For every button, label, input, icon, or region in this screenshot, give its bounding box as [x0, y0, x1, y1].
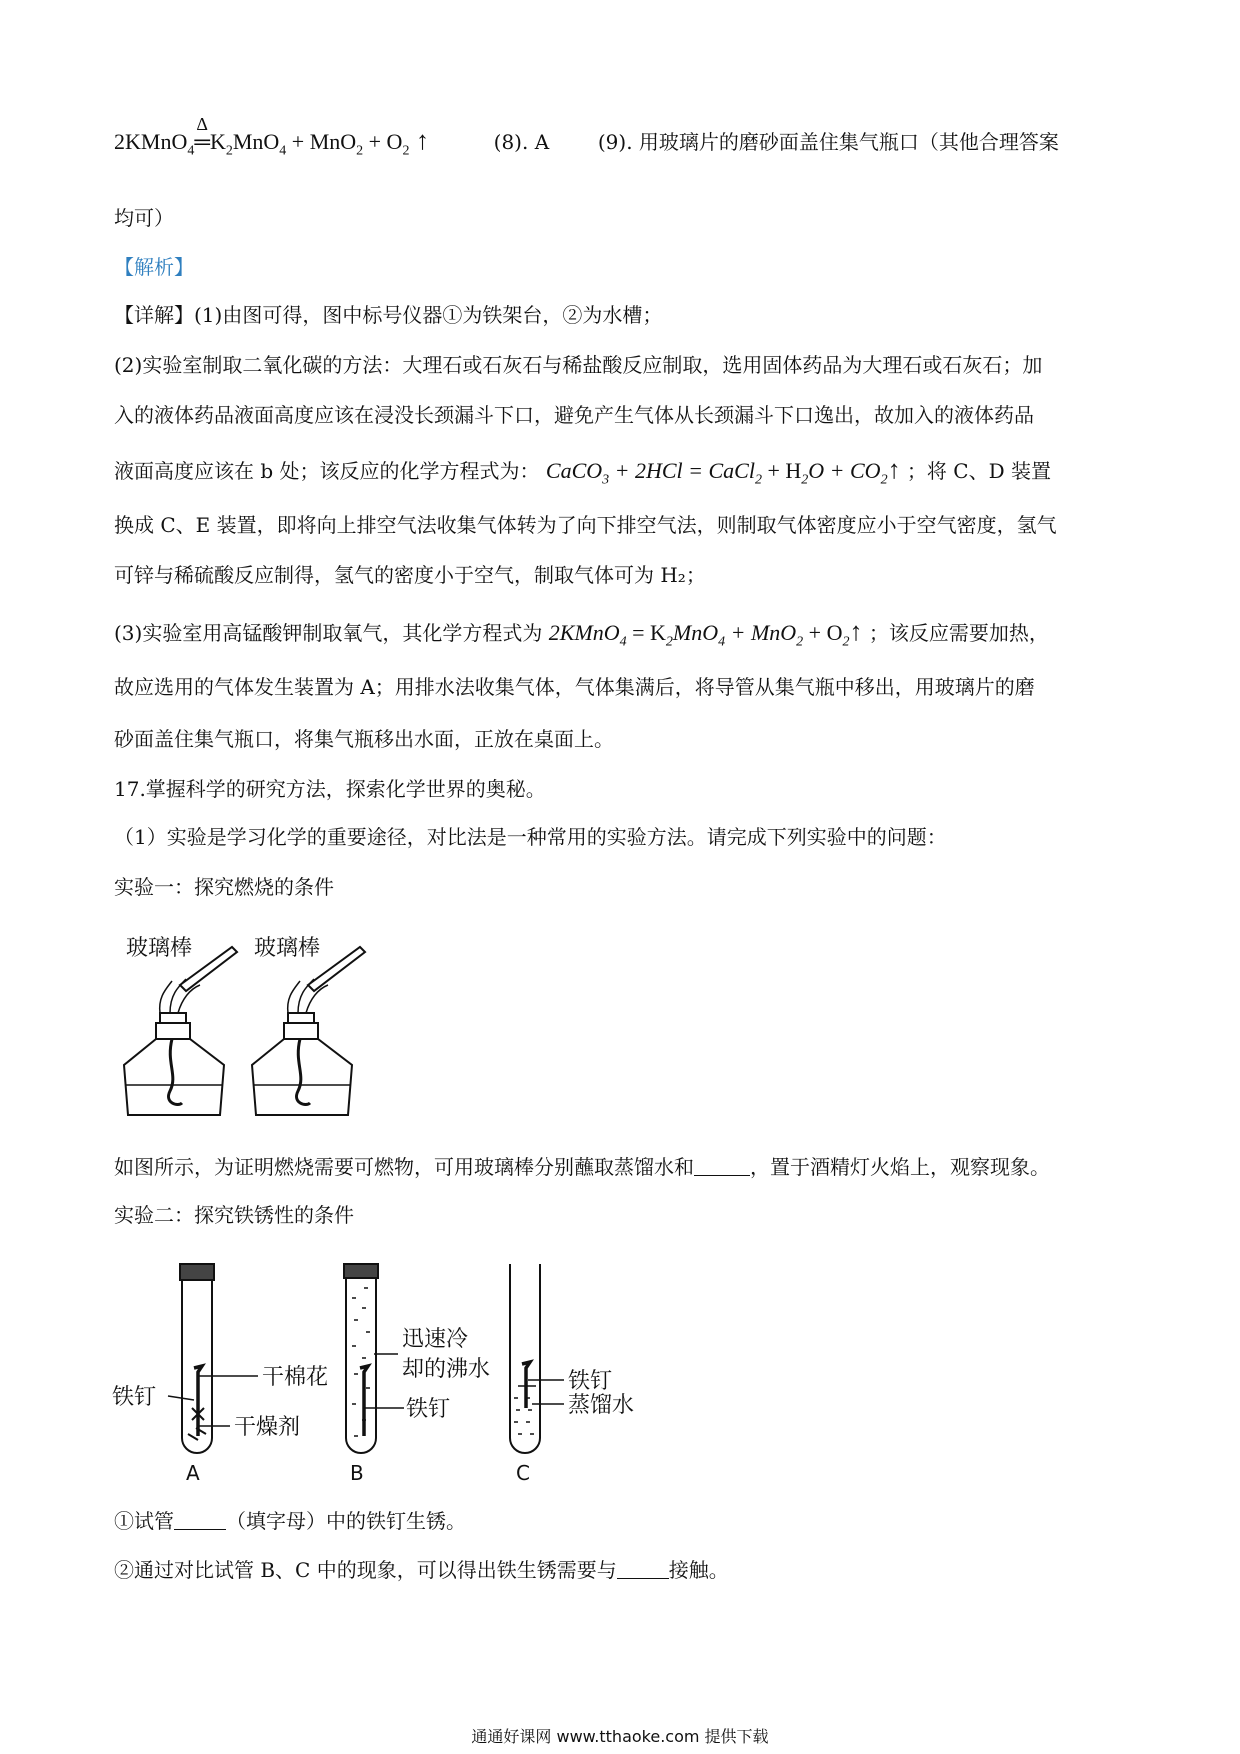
- question-17-1: ①试管 （填字母）中的铁钉生锈。: [114, 1509, 466, 1533]
- glass-rod-label-left: 玻璃棒: [126, 936, 193, 961]
- tube-a-letter: A: [186, 1461, 200, 1485]
- detail-p2-line3: 液面高度应该在 b 处；该反应的化学方程式为： CaCO$_3$ + 2HCl = CaCl$_2$ + $H_2O$ + $CO_2↑$ ；将 C、D 装置: [114, 455, 1051, 488]
- tube-c-nail-label: 铁钉: [568, 1369, 613, 1394]
- tube-a-desiccant-label: 干燥剂: [234, 1415, 301, 1440]
- test-tube-c: [510, 1264, 634, 1485]
- blank-1[interactable]: [694, 1155, 750, 1176]
- detail-p3-line2: 故应选用的气体发生装置为 A；用排水法收集气体，气体集满后，将导管从集气瓶中移出，用玻璃片的磨: [114, 675, 1035, 699]
- detail-p2-line5: 可锌与稀硫酸反应制得，氢气的密度小于空气，制取气体可为 H₂；: [114, 563, 706, 587]
- answer-8: (8). A: [493, 130, 550, 154]
- experiment-1-question: 如图所示，为证明燃烧需要可燃物，可用玻璃棒分别蘸取蒸馏水和 ，置于酒精灯火焰上，观察现象。: [114, 1155, 1050, 1179]
- question-17-title: 17.掌握科学的研究方法，探索化学世界的奥秘。: [114, 777, 546, 801]
- glass-rod-label-right: 玻璃棒: [254, 936, 321, 961]
- equation-kmno4: 2KMnO$_4$ Δ $═K_2MnO_4 + MnO_2 + O_2$ ↑: [114, 114, 429, 159]
- tube-b-letter: B: [350, 1461, 364, 1485]
- answer-9-continued: 均可）: [114, 206, 174, 230]
- experiment-1-title: 实验一：探究燃烧的条件: [114, 875, 334, 899]
- answer-9: (9). 用玻璃片的磨砂面盖住集气瓶口（其他合理答案: [597, 130, 1059, 154]
- figure-test-tubes: [112, 1258, 672, 1488]
- equation-caco3: CaCO$_3$ + 2HCl = CaCl$_2$ + $H_2O$ + $CO_2↑$: [545, 455, 901, 488]
- detail-p3-line3: 砂面盖住集气瓶口，将集气瓶移出水面，正放在桌面上。: [114, 727, 614, 751]
- detail-p2-line4: 换成 C、E 装置，即将向上排空气法收集气体转为了向下排空气法，则制取气体密度应小于空气密度，氢气: [114, 513, 1057, 537]
- page-footer: 通通好课网 www.tthaoke.com 提供下载: [471, 1727, 769, 1746]
- test-tube-b: [344, 1264, 490, 1485]
- detail-p2-line1: (2)实验室制取二氧化碳的方法：大理石或石灰石与稀盐酸反应制取，选用固体药品为大理石或石灰石；加: [114, 353, 1043, 377]
- tube-a-nail-label: 铁钉: [112, 1385, 157, 1410]
- analysis-label: 【解析】: [114, 255, 194, 279]
- answer-line-top: [114, 114, 1059, 166]
- question-17-2: ②通过对比试管 B、C 中的现象，可以得出铁生锈需要与 接触。: [114, 1558, 729, 1582]
- detail-p1: 【详解】(1)由图可得，图中标号仪器①为铁架台，②为水槽；: [114, 303, 663, 327]
- tube-a-cotton-label: 干棉花: [262, 1365, 329, 1390]
- test-tube-a: [112, 1264, 328, 1485]
- detail-p3-line1: (3)实验室用高锰酸钾制取氧气，其化学方程式为 2KMnO$_4$ = $K_2MnO_4 + MnO_2$ + $O_2↑$ ；该反应需要加热，: [114, 617, 1049, 650]
- tube-c-letter: C: [516, 1461, 530, 1485]
- blank-3[interactable]: [617, 1558, 669, 1579]
- tube-b-water-label-1: 迅速冷: [402, 1327, 469, 1352]
- figure-alcohol-lamps: [120, 925, 420, 1125]
- tube-c-water-label: 蒸馏水: [568, 1393, 635, 1418]
- alcohol-lamp-right: [252, 936, 365, 1115]
- tube-b-water-label-2: 却的沸水: [402, 1357, 491, 1382]
- alcohol-lamp-left: [124, 936, 237, 1115]
- blank-2[interactable]: [174, 1509, 226, 1530]
- experiment-2-title: 实验二：探究铁锈性的条件: [114, 1203, 354, 1227]
- detail-p2-line2: 入的液体药品液面高度应该在浸没长颈漏斗下口，避免产生气体从长颈漏斗下口逸出，故加入的液体药品: [114, 403, 1034, 427]
- equation-kmno4-italic: 2KMnO$_4$ = $K_2MnO_4 + MnO_2$ + $O_2↑$: [548, 617, 863, 650]
- tube-b-nail-label: 铁钉: [406, 1397, 451, 1422]
- question-17-sub1: （1）实验是学习化学的重要途径，对比法是一种常用的实验方法。请完成下列实验中的问题：: [114, 825, 947, 849]
